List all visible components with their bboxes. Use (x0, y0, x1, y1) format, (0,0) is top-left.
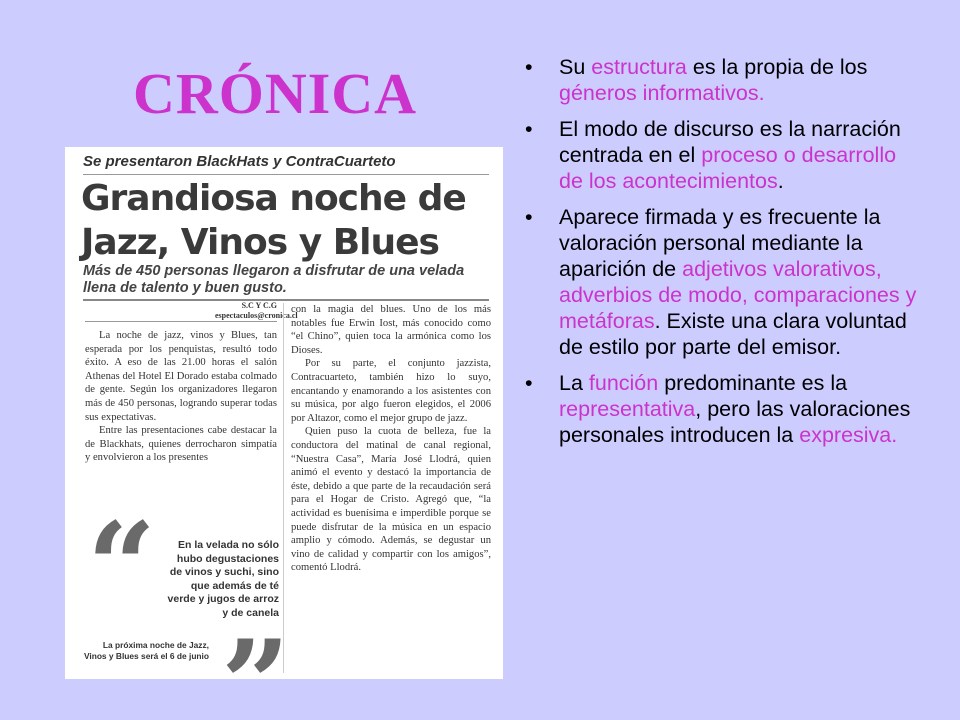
bullet-item (525, 370, 925, 448)
byline (215, 301, 298, 321)
article-paragraph: con la magia del blues. Uno de los más notables fue Erwin Iost, más conocido como “el Chino”, quien toca la armónica como los Dioses. (291, 304, 491, 356)
byline-email: espectaculos@cronica.cl (215, 311, 298, 320)
bullet-text: . Existe una clara voluntad de estilo por parte del emisor. (559, 309, 907, 359)
article-paragraph: Quien puso la cuota de belleza, fue la conductora del matinal de canal regional, “Nuestra Casa”, María José Llodrá, quien animó el evento y destacó la importancia de éste, debido a que parte de la recaudación será para el Hogar de Cristo. Agregó que, “la actividad es buenísima e imperdible porque se puede disfrutar de la música en un espacio amplio y cómodo. Además, se degustar un vino de calidad y compartir con los amigos”, comentó Llodrá. (291, 426, 491, 574)
bullet-text: Aparece firmada y es frecuente la valoración personal mediante la aparición de (559, 205, 881, 281)
bullet-marker: • (525, 55, 533, 79)
article-column-left (85, 329, 277, 465)
close-quote-icon (221, 625, 290, 679)
bullet-text: . (777, 169, 784, 193)
bullet-marker: • (525, 117, 533, 141)
article-paragraph: Por su parte, el conjunto jazzista, Contracuarteto, también hizo lo suyo, encantando y enamorando a los asistentes con su música, por algo fueron elegidos, el 2006 por Altazor, como el mejor grupo de jazz. (291, 358, 491, 424)
next-event-note: La próxima noche de Jazz, Vinos y Blues será el 6 de junio (83, 640, 209, 661)
bullet-text: es la propia de los (686, 55, 868, 79)
article-paragraph: Entre las presentaciones cabe destacar la de Blackhats, quienes derrocharon simpatía y envolvieron a los presentes (85, 425, 277, 464)
bullet-marker: • (525, 205, 533, 229)
highlighted-term: estructura (591, 55, 687, 79)
article-paragraph: La noche de jazz, vinos y Blues, tan esperada por los penquistas, resultó todo éxito. A eso de las 21.00 horas el salón Athenas del Hotel El Dorado estaba colmado de gente. Según los organizadores llegaron más de 450 personas, logrando superar todas sus expectativas. (85, 330, 277, 423)
clipping-kicker: Se presentaron BlackHats y ContraCuarteto (83, 153, 396, 170)
pull-quote: En la velada no sólo hubo degustaciones de vinos y suchi, sino que además de té verde y jugos de arroz y de canela (167, 539, 279, 619)
clipping-headline: Grandiosa noche de Jazz, Vinos y Blues (81, 178, 466, 263)
bullet-text: El modo de discurso es la narración centrada en el (559, 117, 901, 167)
article-column-right (291, 303, 491, 575)
bullet-text: La (559, 371, 589, 395)
divider (83, 299, 489, 301)
highlighted-term: géneros informativos. (559, 81, 765, 105)
bullet-item (525, 54, 925, 106)
bullet-list (525, 54, 925, 458)
bullet-marker: • (525, 371, 533, 395)
clipping-subhead: Más de 450 personas llegaron a disfrutar de una velada llena de talento y buen gusto. (83, 263, 465, 296)
bullet-text: , pero las valoraciones personales introducen la (559, 397, 911, 447)
slide-title: CRÓNICA (132, 61, 418, 126)
highlighted-term: expresiva. (799, 423, 898, 447)
divider (83, 174, 489, 175)
highlighted-term: función (588, 371, 659, 395)
highlighted-term: adjetivos valorativos, adverbios de modo, comparaciones y metáforas (559, 257, 917, 333)
bullet-text: Su (559, 55, 592, 79)
bullet-text: predominante es la (658, 371, 848, 395)
open-quote-icon: “ (87, 496, 157, 637)
highlighted-term: proceso o desarrollo de los acontecimientos (559, 143, 897, 193)
newspaper-clipping (65, 147, 503, 679)
byline-author: S.C Y C.G (241, 301, 277, 310)
bullet-item (525, 116, 925, 194)
bullet-item (525, 204, 925, 360)
divider (85, 321, 277, 322)
highlighted-term: representativa (559, 397, 696, 421)
